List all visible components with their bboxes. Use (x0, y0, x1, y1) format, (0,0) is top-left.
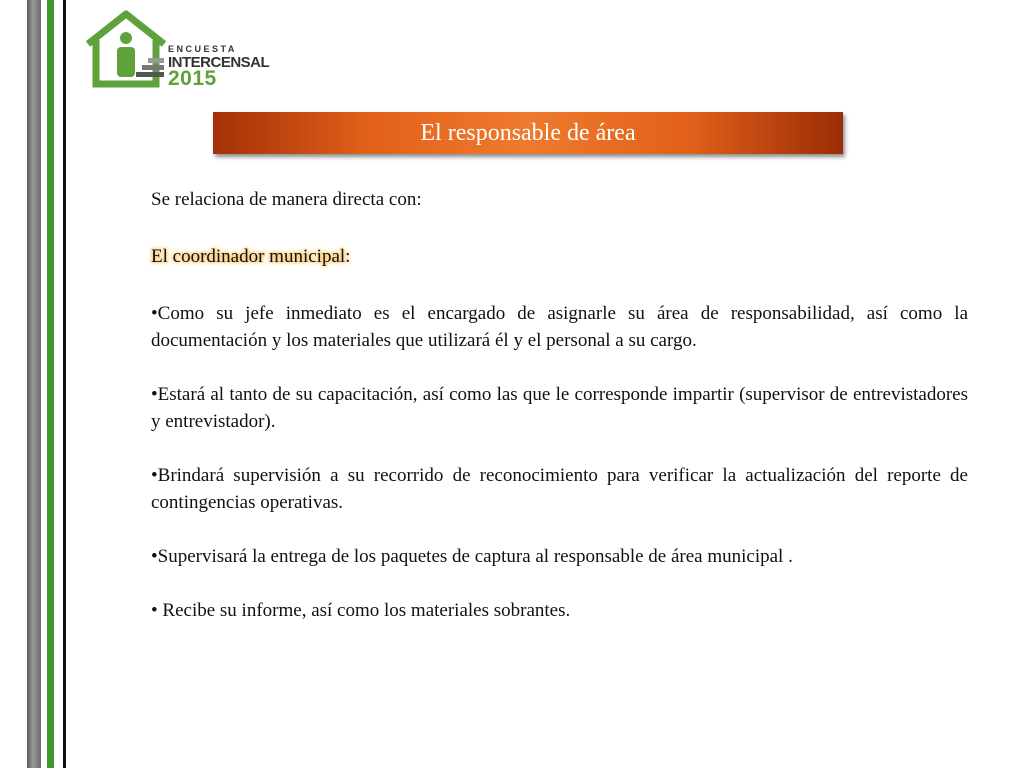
bullet-3: •Brindará supervisión a su recorrido de reconocimiento para verificar la actualización del reporte de contingencias operativas. (151, 465, 968, 513)
subheading-wrapper (151, 243, 968, 270)
slide-title: El responsable de área (213, 112, 843, 154)
subheading: El coordinador municipal: (151, 246, 351, 267)
logo-line1: ENCUESTA (168, 44, 237, 54)
intro-text: Se relaciona de manera directa con: (151, 189, 422, 210)
bullet-5: • Recibe su informe, así como los materiales sobrantes. (151, 600, 571, 621)
bullet-1: •Como su jefe inmediato es el encargado de asignarle su área de responsabilidad, así como la documentación y los materiales que utilizará él y el personal a su cargo. (151, 303, 968, 351)
left-green-bar (47, 0, 54, 768)
bullet-2: •Estará al tanto de su capacitación, así como las que le corresponde impartir (supervisor de entrevistadores y entrevistador). (151, 384, 968, 432)
logo-line2: INTERCENSAL (168, 54, 270, 71)
slide-content (151, 186, 968, 651)
left-gray-bar (27, 0, 41, 768)
bullet-4: •Supervisará la entrega de los paquetes de captura al responsable de área municipal . (151, 546, 793, 567)
left-black-bar (63, 0, 66, 768)
logo-year: 2015 (168, 67, 217, 90)
